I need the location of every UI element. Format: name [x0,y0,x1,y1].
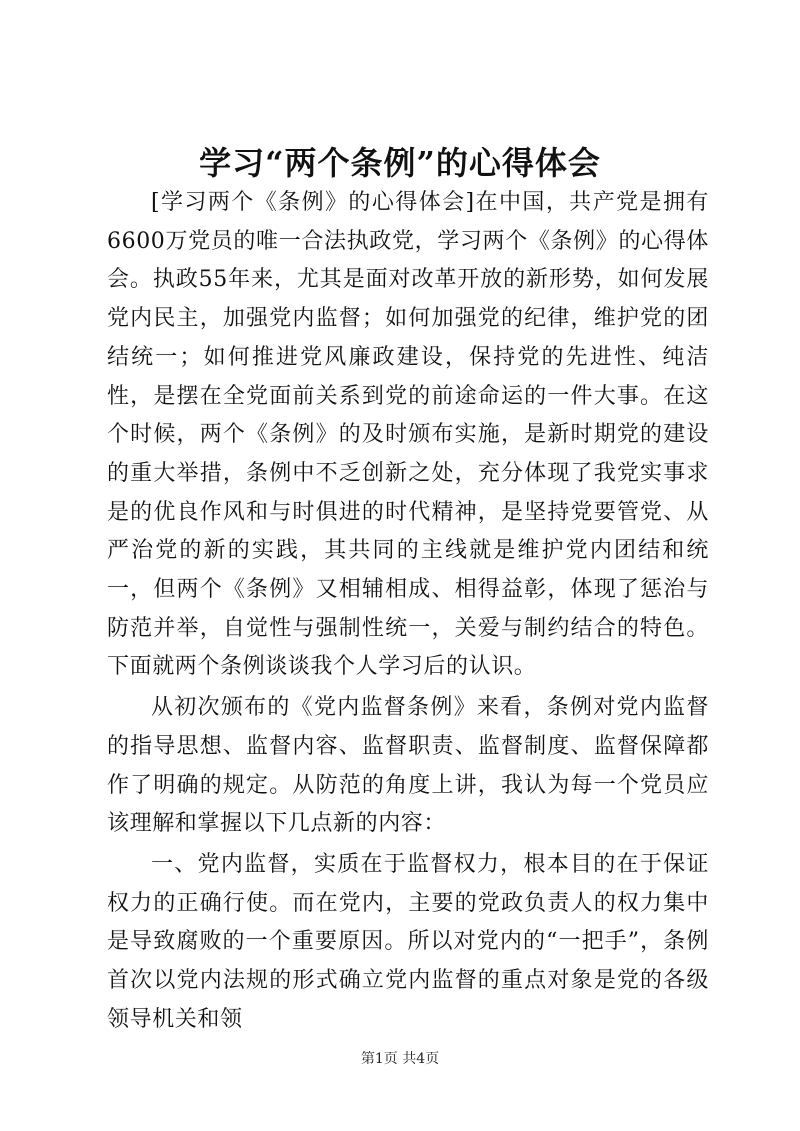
paragraph-point-one: 一、党内监督，实质在于监督权力，根本目的在于保证权力的正确行使。而在党内，主要的党政负责人的权力集中是导致腐败的一个重要原因。所以对党内的“一把手”，条例首次以党内法规的形式确立党内监督的重点对象是党的各级领导机关和领 [107,851,709,1032]
document-body [107,184,709,1039]
page-number-footer: 第1页 共4页 [360,1051,440,1067]
document-title: 学习“两个条例”的心得体会 [199,144,601,182]
paragraph-intro: [学习两个《条例》的心得体会]在中国，共产党是拥有6600万党员的唯一合法执政党，学习两个《条例》的心得体会。执政55年来，尤其是面对改革开放的新形势，如何发展党内民主，加强党内监督；如何加强党的纪律，维护党的团结统一；如何推进党风廉政建设，保持党的先进性、纯洁性，是摆在全党面前关系到党的前途命运的一件大事。在这个时候，两个《条例》的及时颁布实施，是新时期党的建设的重大举措，条例中不乏创新之处，充分体现了我党实事求是的优良作风和与时俱进的时代精神，是坚持党要管党、从严治党的新的实践，其共同的主线就是维护党内团结和统一，但两个《条例》又相辅相成、相得益彰，体现了惩治与防范并举，自觉性与强制性统一，关爱与制约结合的特色。下面就两个条例谈谈我个人学习后的认识。 [107,190,709,680]
paragraph-supervision-regulation: 从初次颁布的《党内监督条例》来看，条例对党内监督的指导思想、监督内容、监督职责、监督制度、监督保障都作了明确的规定。从防范的角度上讲，我认为每一个党员应该理解和掌握以下几点新的内容： [107,695,709,837]
